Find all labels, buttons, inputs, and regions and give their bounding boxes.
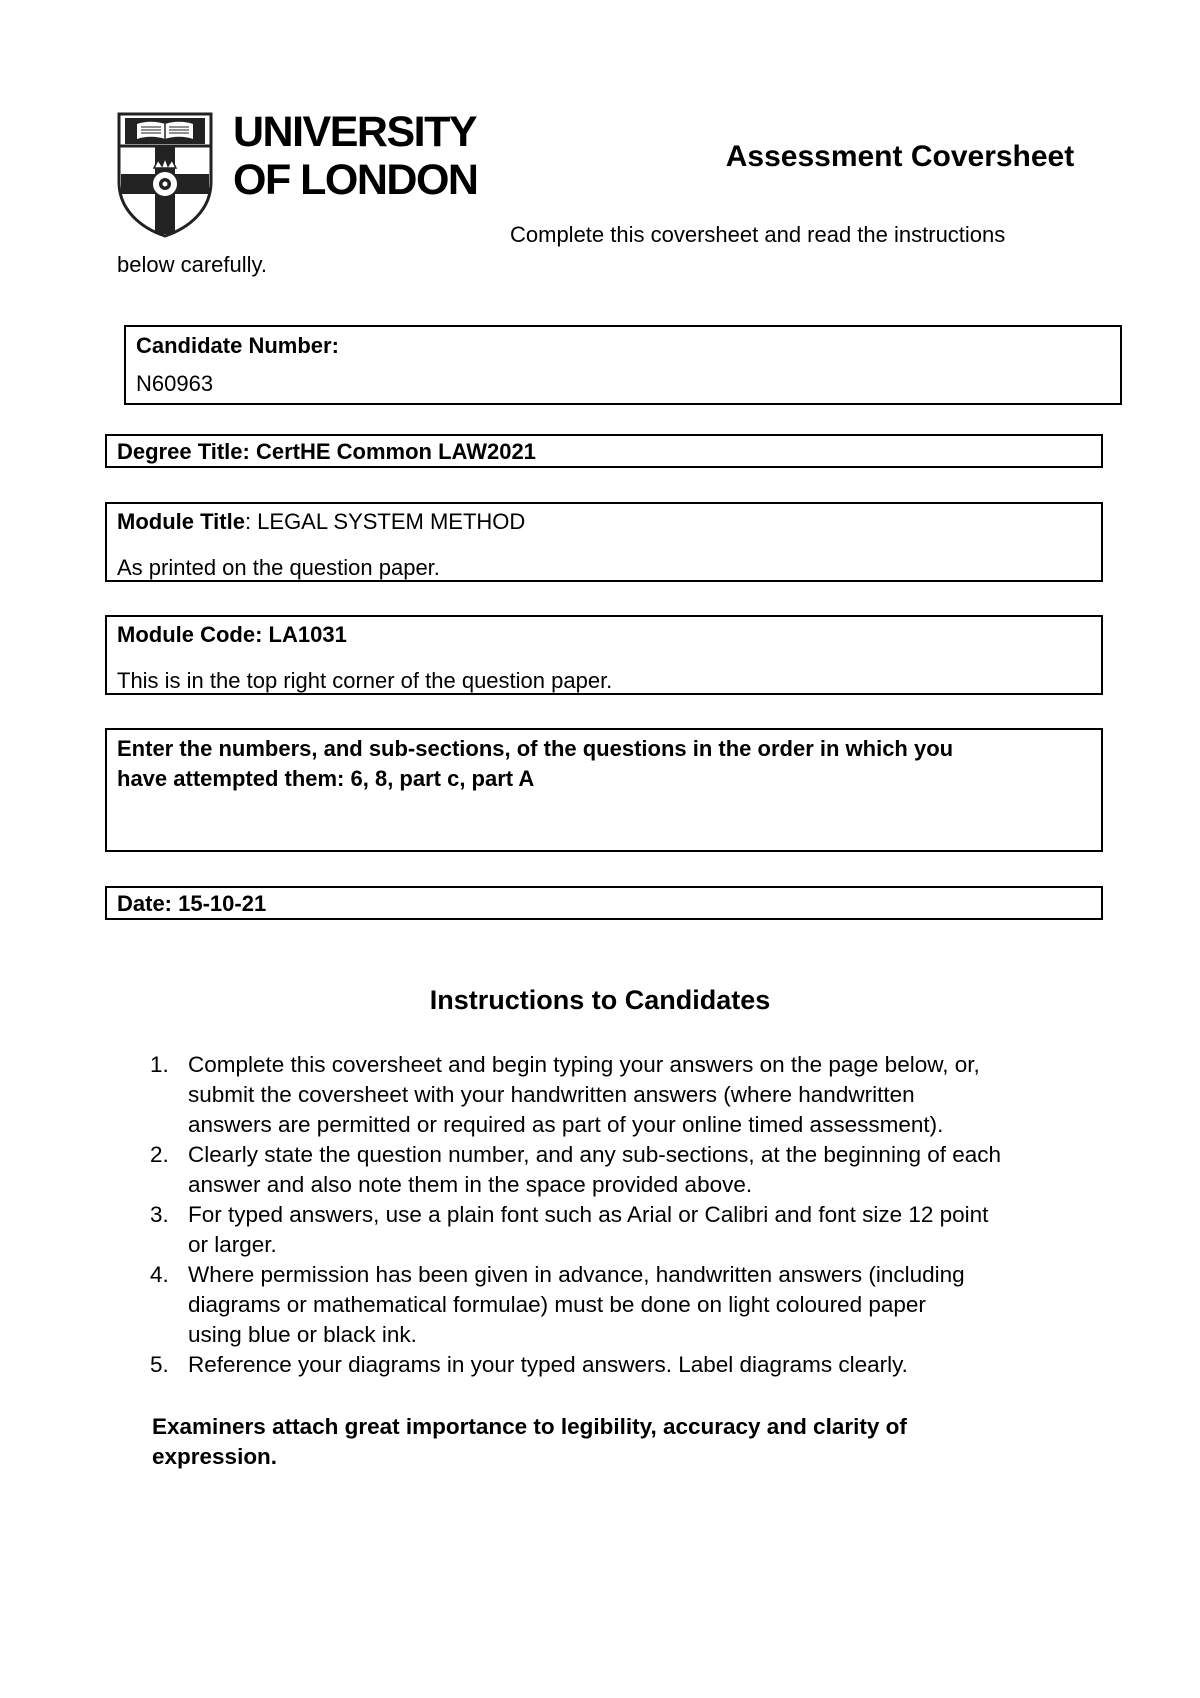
module-title-note: As printed on the question paper. <box>117 555 440 580</box>
intro-line-1: Complete this coversheet and read the instructions <box>510 222 1006 247</box>
closing-statement <box>152 1412 1052 1472</box>
instruction-line: diagrams or mathematical formulae) must be done on light coloured paper <box>188 1292 926 1317</box>
instruction-line: answers are permitted or required as part of your online timed assessment). <box>188 1112 944 1137</box>
instruction-item <box>150 1350 1118 1380</box>
candidate-number-box[interactable] <box>124 325 1122 405</box>
wordmark-line-2: OF LONDON <box>233 156 478 204</box>
instruction-line: or larger. <box>188 1232 277 1257</box>
instruction-item <box>150 1200 1118 1260</box>
intro-line-2: below carefully. <box>117 252 267 277</box>
wordmark-line-1: UNIVERSITY <box>233 108 477 156</box>
closing-line-1: Examiners attach great importance to legibility, accuracy and clarity of <box>152 1414 907 1439</box>
instruction-line: submit the coversheet with your handwritten answers (where handwritten <box>188 1082 915 1107</box>
module-title-value: : LEGAL SYSTEM METHOD <box>244 509 526 534</box>
module-code-note: This is in the top right corner of the question paper. <box>117 668 613 693</box>
module-title-label: Module Title <box>117 509 245 534</box>
intro-text <box>117 220 1117 280</box>
instruction-number: 1. <box>150 1052 169 1077</box>
closing-line-2: expression. <box>152 1444 278 1469</box>
degree-title-box[interactable] <box>105 434 1103 468</box>
instruction-number: 3. <box>150 1202 169 1227</box>
module-code: Module Code: LA1031 <box>117 622 347 647</box>
document-title: Assessment Coversheet <box>725 140 1075 173</box>
instructions-list <box>150 1050 1118 1380</box>
instruction-line: Complete this coversheet and begin typing your answers on the page below, or, <box>188 1052 980 1077</box>
instruction-number: 5. <box>150 1352 169 1377</box>
date-box[interactable] <box>105 886 1103 920</box>
degree-title: Degree Title: CertHE Common LAW2021 <box>117 439 536 464</box>
instruction-item <box>150 1140 1118 1200</box>
candidate-number-value: N60963 <box>136 371 214 396</box>
instruction-line: For typed answers, use a plain font such as Arial or Calibri and font size 12 point <box>188 1202 989 1227</box>
university-wordmark <box>233 108 477 204</box>
instruction-line: using blue or black ink. <box>188 1322 417 1347</box>
instruction-number: 2. <box>150 1142 169 1167</box>
instructions-heading: Instructions to Candidates <box>429 985 771 1015</box>
questions-attempted-box[interactable] <box>105 728 1103 852</box>
instruction-line: answer and also note them in the space provided above. <box>188 1172 753 1197</box>
instruction-item <box>150 1260 1118 1350</box>
instruction-item <box>150 1050 1118 1140</box>
candidate-number-label: Candidate Number: <box>136 333 339 358</box>
instruction-line: Where permission has been given in advance, handwritten answers (including <box>188 1262 965 1287</box>
questions-line-2: have attempted them: 6, 8, part c, part A <box>117 766 535 791</box>
questions-line-1: Enter the numbers, and sub-sections, of the questions in the order in which you <box>117 736 954 761</box>
date: Date: 15-10-21 <box>117 891 267 916</box>
module-code-box[interactable] <box>105 615 1103 695</box>
instruction-line: Reference your diagrams in your typed answers. Label diagrams clearly. <box>188 1352 908 1377</box>
instruction-line: Clearly state the question number, and any sub-sections, at the beginning of each <box>188 1142 1002 1167</box>
module-title-box[interactable] <box>105 502 1103 582</box>
instruction-number: 4. <box>150 1262 169 1287</box>
